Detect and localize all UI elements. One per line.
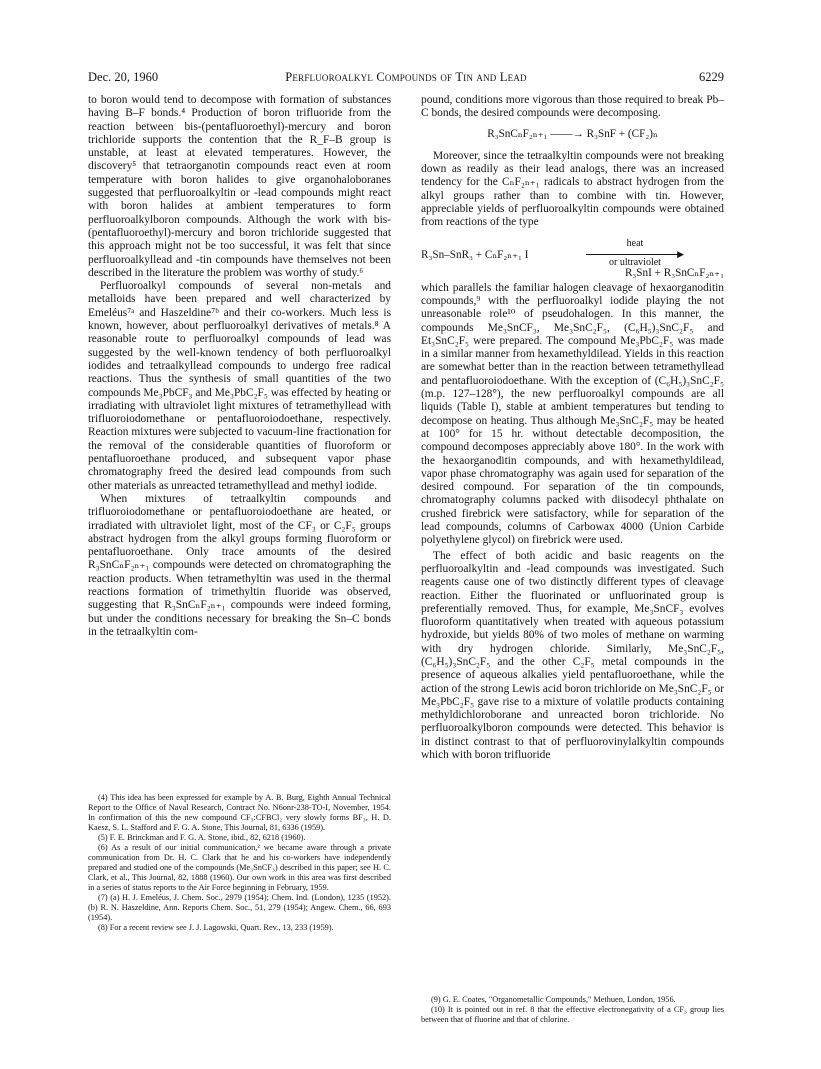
right-column bbox=[421, 94, 724, 762]
arrow-shaft bbox=[586, 254, 678, 255]
arrow-head-icon: ▶ bbox=[677, 248, 684, 259]
footnotes-left bbox=[88, 793, 391, 933]
paragraph: When mixtures of tetraalkyltin compounds and trifluoroiodomethane or pentafluoroiodoethane are heated, or irradiated with ultraviolet light, most of the CF₃ or C₂F₅ groups abstract hydrogen from the alkyl groups forming fluoroform or pentafluoroethane. Only trace amounts of the desired R₃SnCₙF₂ₙ₊₁ compounds were detected on chromatographing the reaction products. When tetramethyltin was used in the thermal reactions formation of trimethyltin fluoride was observed, suggesting that R₃SnCₙF₂ₙ₊₁ compounds were indeed forming, but under the conditions necessary for breaking the Sn–C bonds in the tetraalkyltin com- bbox=[88, 492, 391, 638]
footnote: (4) This idea has been expressed for example by A. B. Burg, Eighth Annual Technical Report to the Office of Naval Research, Contract No. N6onr-238-TO-I, November, 1954. In confirmation of this the new compound CF₃:CFBCl₂ very slowly forms BF₃, H. D. Kaesz, S. L. Stafford and F. G. A. Stone, This Journal, 81, 6336 (1959). bbox=[88, 793, 391, 832]
paragraph: which parallels the familiar halogen cleavage of hexaorganoditin compounds,⁹ with the perfluoroalkyl iodide playing the not unreasonable role¹⁰ of pseudohalogen. In this manner, the compounds Me₃SnCF₃, Me₃SnC₂F₅, (C₆H₅)₃SnC₂F₅ and Et₃SnC₂F₅ were prepared. The compound Me₃PbC₂F₅ was made in a similar manner from hexamethyldilead. Yields in this reaction are somewhat better than in the reaction between tetramethyllead and pentafluoroiodoethane. With the exception of (C₆H₅)₃SnC₂F₅ (m.p. 127–128°), the new perfluoroalkyl compounds are all liquids (Table I), stable at ambient temperatures but tending to decompose on heating. Thus although Me₃SnC₂F₅ may be heated at 100° for 15 hr. without detectable decomposition, the compound decomposes appreciably above 180°. In the work with the hexaorganoditin compounds, and with hexamethyldilead, vapor phase chromatography was again used for separation of the desired compound. For separation of the tin compounds, chromatography columns packed with diisodecyl phthalate on crushed firebrick were satisfactory, while for separation of the lead compounds, columns of Carbowax 4000 (Union Carbide polyethylene glycol) on firebrick were used. bbox=[421, 281, 724, 547]
running-header bbox=[88, 70, 724, 88]
footnote: (7) (a) H. J. Emeléus, J. Chem. Soc., 2979 (1954); Chem. Ind. (London), 1235 (1952). (b) R. N. Haszeldine, Ann. Reports Chem. Soc., 51, 279 (1954); Angew. Chem., 66, 693 (1954). bbox=[88, 893, 391, 922]
paragraph: Moreover, since the tetraalkyltin compounds were not breaking down as readily as their lead analogs, there was an increased tendency for the CₙF₂ₙ₊₁ radicals to abstract hydrogen from the alkyl groups rather than to combine with tin. However, appreciable yields of perfluoroalkyltin compounds were obtained from reactions of the type bbox=[421, 149, 724, 229]
reaction-arrow-icon bbox=[586, 237, 684, 267]
footnote: (5) F. E. Brinckman and F. G. A. Stone, ibid., 82, 6218 (1960). bbox=[98, 833, 306, 842]
arrow-condition-above: heat bbox=[626, 237, 644, 249]
equation-reactants: R₃Sn–SnR₃ + CₙF₂ₙ₊₁ I bbox=[421, 248, 529, 261]
equation-decomposition: R₃SnCₙF₂ₙ₊₁ ——→ R₃SnF + (CF₂)ₙ bbox=[487, 127, 658, 140]
arrow-condition-below: or ultraviolet bbox=[609, 256, 661, 268]
equation-products: R₃SnI + R₃SnCₙF₂ₙ₊₁ bbox=[624, 266, 724, 279]
footnote: (10) It is pointed out in ref. 8 that the effective electronegativity of a CF₃ group lies between that of fluorine and that of chlorine. bbox=[421, 1005, 724, 1024]
header-title: Perfluoroalkyl Compounds of Tin and Lead bbox=[285, 70, 527, 84]
footnote: (9) G. E. Coates, "Organometallic Compounds," Methuen, London, 1956. bbox=[431, 995, 676, 1004]
equation-cleavage bbox=[421, 237, 724, 279]
header-page-number: 6229 bbox=[699, 70, 724, 84]
footnotes-right bbox=[421, 995, 724, 1025]
footnote: (6) As a result of our initial communication,² we became aware through a private communication from Dr. H. C. Clark that he and his co-workers have independently prepared and studied one of the compounds (Me₃SnCF₃) described in this paper; see H. C. Clark, et al., This Journal, 82, 1888 (1960). Our own work in this area was first described in a series of status reports to the Air Force beginning in February, 1959. bbox=[88, 843, 391, 892]
footnote: (8) For a recent review see J. J. Lagowski, Quart. Rev., 13, 233 (1959). bbox=[98, 923, 334, 932]
paragraph: to boron would tend to decompose with formation of substances having B–F bonds.⁴ Production of boron trifluoride from the reaction between bis-(pentafluoroethyl)-mercury and boron trichloride supports the contention that the R_F–B group is unstable, at least at elevated temperatures. However, the discovery⁵ that tetraorganotin compounds react even at room temperature with boron halides to give organohaloboranes suggested that perfluoroalkyltin or -lead compounds might react with boron halides at ambient temperatures to form perfluoroalkylboron compounds. Although the work with bis-(pentafluoroethyl)-mercury and boron trichloride suggested that this approach might not be too successful, it was felt that since perfluoroalkyllead and -tin compounds have themselves not been described in the literature the problem was worthy of study.⁶ bbox=[88, 94, 391, 279]
left-column bbox=[88, 94, 391, 639]
header-date: Dec. 20, 1960 bbox=[88, 70, 159, 84]
paragraph: Perfluoroalkyl compounds of several non-metals and metalloids have been prepared and well characterized by Emeléus⁷ᵃ and Haszeldine⁷ᵇ and their co-workers. Much less is known, however, about perfluoroalkyl derivatives of metals.⁸ A reasonable route to perfluoroalkyl compounds of lead was suggested by the well-known tendency of both perfluoroalkyl iodides and tetraalkyllead compounds to undergo free radical reactions. Thus the synthesis of small quantities of the two compounds Me₃PbCF₃ and Me₃PbC₂F₅ was effected by heating or irradiating with ultraviolet light mixtures of tetramethyllead with trifluoroiodomethane or pentafluoroiodoethane, respectively. Reaction mixtures were subjected to vacuum-line fractionation for the removal of the considerable quantities of fluoroform or pentafluoroethane produced, and subsequent vapor phase chromatography freed the desired lead compounds from such other materials as unreacted tetramethyllead and methyl iodide. bbox=[88, 280, 391, 492]
paragraph: pound, conditions more vigorous than those required to break Pb–C bonds, the desired compounds were decomposing. bbox=[421, 94, 724, 120]
paragraph: The effect of both acidic and basic reagents on the perfluoroalkyltin and -lead compounds was investigated. Such reagents cause one of two distinctly different types of cleavage reaction. Either the fluorinated or unfluorinated group is preferentially removed. Thus, for example, Me₃SnCF₃ evolves fluoroform quantitatively when treated with aqueous potassium hydroxide, but yields 80% of two moles of methane on warming with dry hydrogen chloride. Similarly, Me₃SnC₂F₅, (C₆H₅)₃SnC₂F₅ and the other C₂F₅ metal compounds in the presence of aqueous alkalies yield pentafluoroethane, while the action of the strong Lewis acid boron trichloride on Me₃SnC₂F₅ or Me₃PbC₂F₅ gave rise to a mixture of volatile products containing methyldichloroborane and unreacted boron trichloride. No perfluoroalkylboron compounds were detected. This behavior is in distinct contrast to that of perfluorovinylalkyltin compounds which with boron trifluoride bbox=[421, 549, 724, 762]
